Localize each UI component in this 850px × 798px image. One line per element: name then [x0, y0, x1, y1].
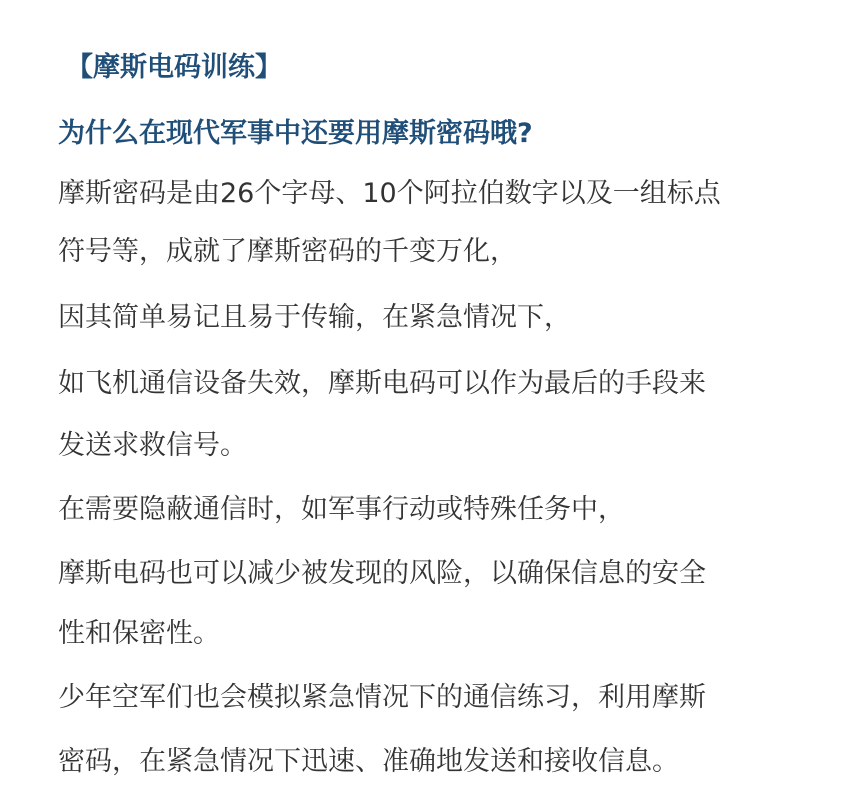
question-heading: 为什么在现代军事中还要用摩斯密码哦?	[58, 118, 533, 149]
body-line-7: 摩斯电码也可以减少被发现的风险，以确保信息的安全	[58, 558, 706, 589]
body-line-10: 密码，在紧急情况下迅速、准确地发送和接收信息。	[58, 746, 679, 777]
body-line-4: 如飞机通信设备失效，摩斯电码可以作为最后的手段来	[58, 368, 706, 399]
body-line-8: 性和保密性。	[58, 618, 220, 649]
body-line-5: 发送求救信号。	[58, 430, 247, 461]
body-line-2: 符号等，成就了摩斯密码的千变万化，	[58, 236, 517, 267]
section-tag: 【摩斯电码训练】	[66, 52, 282, 83]
body-line-3: 因其简单易记且易于传输，在紧急情况下，	[58, 302, 571, 333]
body-line-6: 在需要隐蔽通信时，如军事行动或特殊任务中，	[58, 494, 625, 525]
body-line-9: 少年空军们也会模拟紧急情况下的通信练习，利用摩斯	[58, 682, 706, 713]
body-line-1: 摩斯密码是由26个字母、10个阿拉伯数字以及一组标点	[58, 178, 721, 209]
